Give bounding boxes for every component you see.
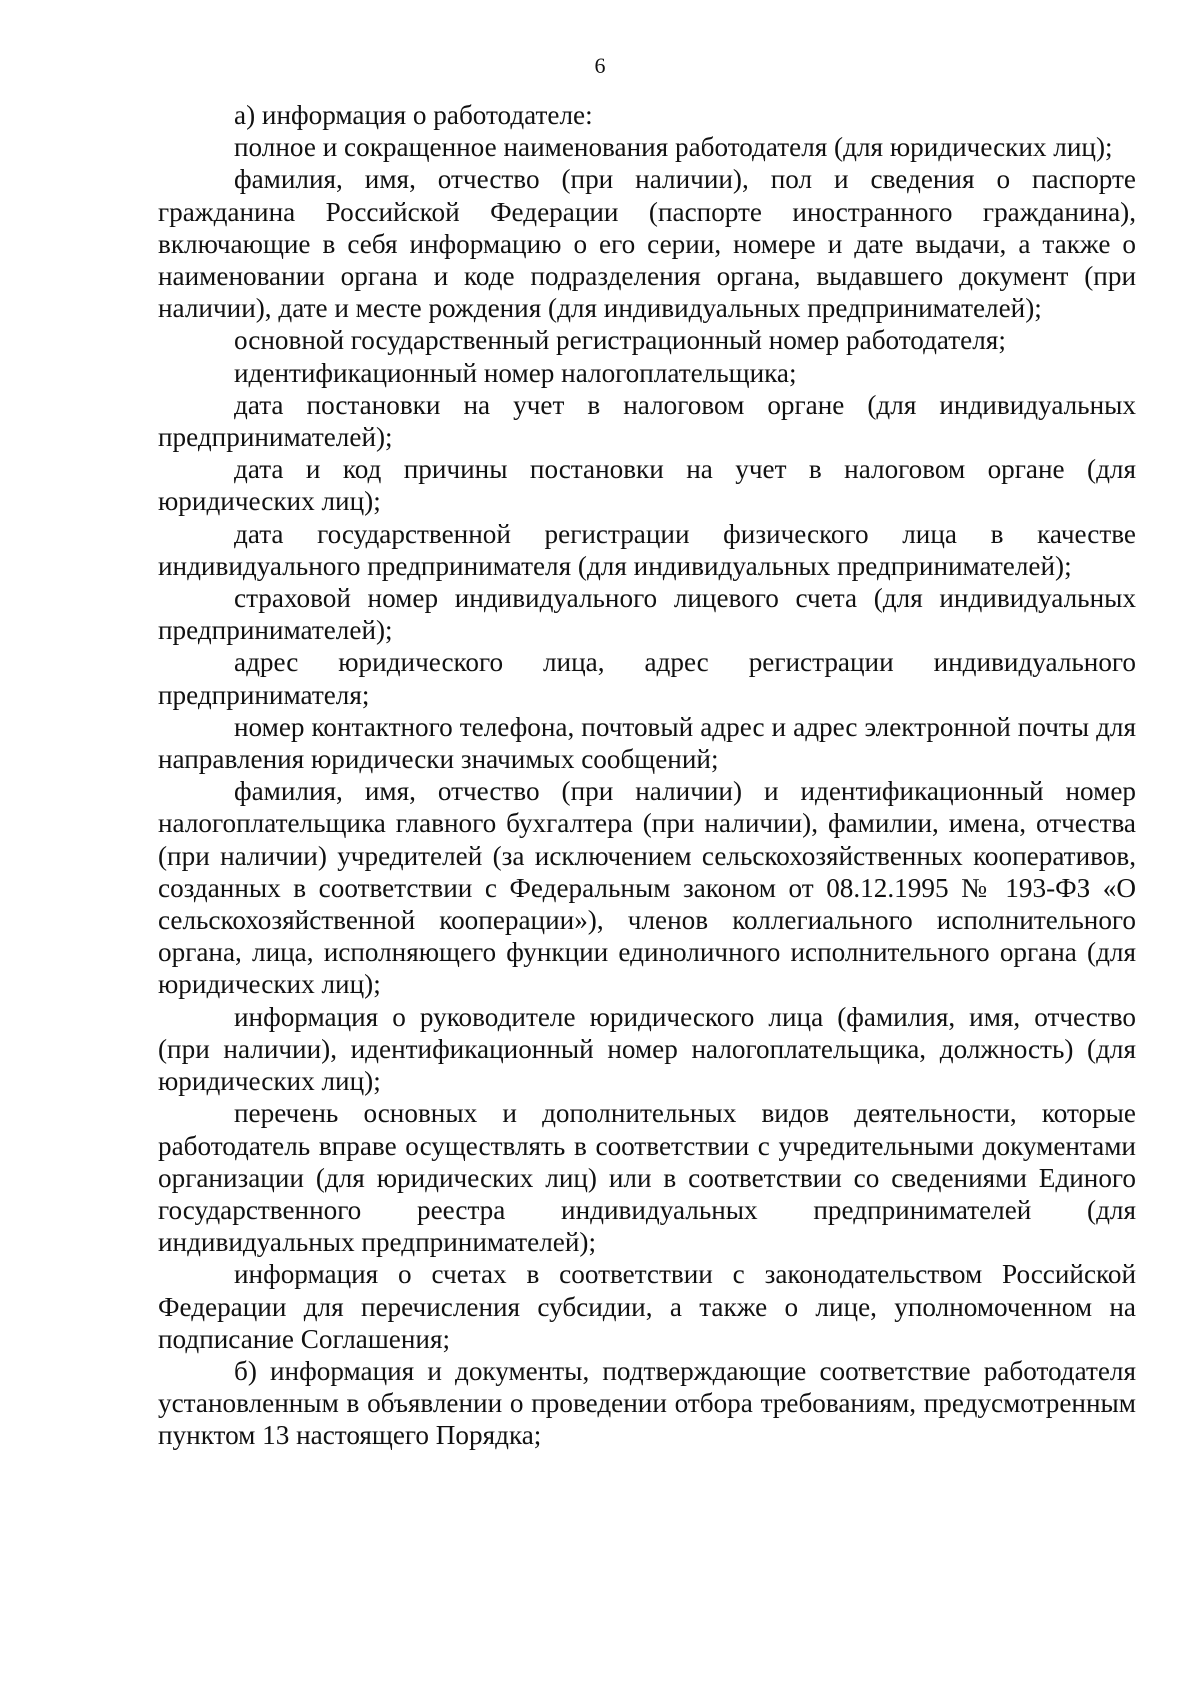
paragraph-contacts: номер контактного телефона, почтовый адрес и адрес электронной почты для направления юридически значимых сообщений; [158,711,1136,775]
paragraph-accountant-founders: фамилия, имя, отчество (при наличии) и идентификационный номер налогоплательщика главного бухгалтера (при наличии), фамилии, имена, отчества (при наличии) учредителей (за исключением сельскохозяйственных кооперативов, созданных в соответствии с Федеральным законом от 08.12.1995 № 193-ФЗ «О сельскохозяйственной кооперации»), членов коллегиального исполнительного органа, лица, исполняющего функции единоличного исполнительного органа (для юридических лиц); [158,776,1136,1000]
paragraph-activities: перечень основных и дополнительных видов деятельности, которые работодатель вправе осуществлять в соответствии с учредительными документами организации (для юридических лиц) или в соответствии со сведениями Единого государственного реестра индивидуальных предпринимателей (для индивидуальных предпринимателей); [158,1098,1136,1258]
paragraph-state-registration-date: дата государственной регистрации физического лица в качестве индивидуального предпринимателя (для индивидуальных предпринимателей); [158,518,1136,581]
paragraph-address: адрес юридического лица, адрес регистрации индивидуального предпринимателя; [158,647,1136,710]
paragraph-tax-registration-date: дата постановки на учет в налоговом органе (для индивидуальных предпринимателей); [158,389,1136,453]
paragraph-employer-names: полное и сокращенное наименования работодателя (для юридических лиц); [234,132,1113,163]
paragraph-passport-details: фамилия, имя, отчество (при наличии), пол и сведения о паспорте гражданина Российской Федерации (паспорте иностранного гражданина), включающие в себя информацию о его серии, номере и дате выдачи, а также о наименовании органа и коде подразделения органа, выдавшего документ (при наличии), дате и месте рождения (для индивидуальных предпринимателей); [158,164,1136,324]
page-number: 6 [594,53,606,78]
paragraph-employer-info-heading: а) информация о работодателе: [234,100,593,130]
paragraph-ogrn: основной государственный регистрационный номер работодателя; [234,325,1006,356]
paragraph-tax-registration-code: дата и код причины постановки на учет в налоговом органе (для юридических лиц); [158,454,1136,517]
paragraph-inn: идентификационный номер налогоплательщика; [234,357,797,388]
paragraph-accounts: информация о счетах в соответствии с законодательством Российской Федерации для перечисления субсидии, а также о лице, уполномоченном на подписание Соглашения; [158,1259,1136,1354]
paragraph-snils: страховой номер индивидуального лицевого счета (для индивидуальных предпринимателей); [158,583,1136,646]
paragraph-director-info: информация о руководителе юридического лица (фамилия, имя, отчество (при наличии), идентификационный номер налогоплательщика, должность) (для юридических лиц); [158,1001,1136,1097]
document-body [158,99,1136,1452]
paragraph-compliance-documents: б) информация и документы, подтверждающие соответствие работодателя установленным в объявлении о проведении отбора требованиям, предусмотренным пунктом 13 настоящего Порядка; [158,1355,1136,1451]
